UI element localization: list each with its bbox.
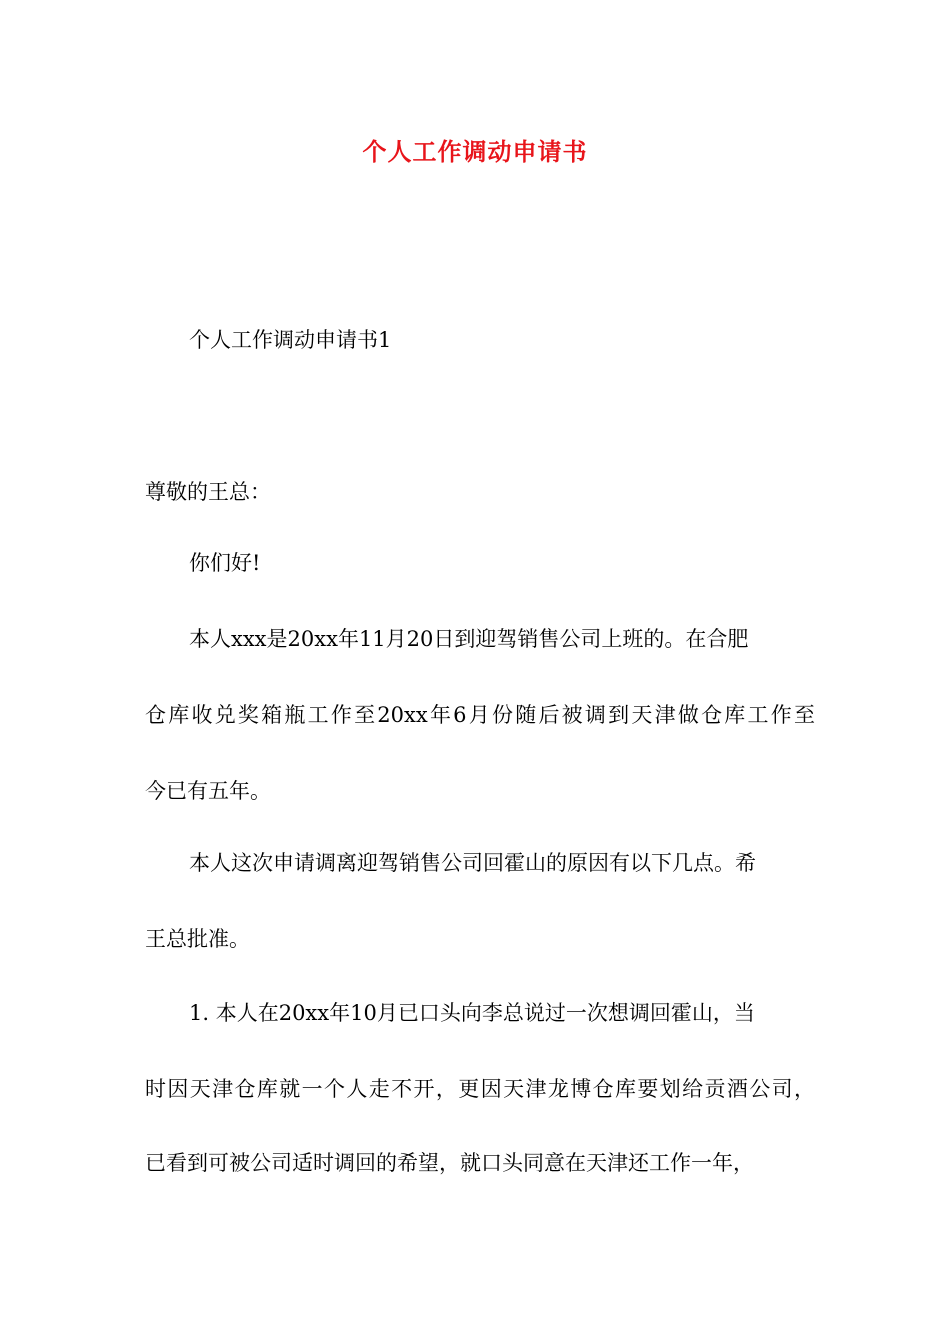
body-line: 时因天津仓库就一个人走不开，更因天津龙博仓库要划给贡酒公司， [145, 1077, 815, 1101]
body-line: 王总批准。 [145, 927, 250, 951]
body-line: 1. 本人在20xx年10月已口头向李总说过一次想调回霍山，当 [189, 1001, 755, 1025]
document-title: 个人工作调动申请书 [362, 138, 588, 166]
section-heading: 个人工作调动申请书1 [189, 328, 392, 352]
body-line: 已看到可被公司适时调回的希望，就口头同意在天津还工作一年， [145, 1151, 754, 1175]
body-line: 本人这次申请调离迎驾销售公司回霍山的原因有以下几点。希 [189, 851, 756, 875]
body-line: 仓库收兑奖箱瓶工作至20xx年6月份随后被调到天津做仓库工作至 [145, 703, 815, 727]
salutation: 尊敬的王总： [145, 480, 271, 504]
body-line: 本人xxx是20xx年11月20日到迎驾销售公司上班的。在合肥 [189, 627, 749, 651]
greeting: 你们好! [189, 551, 261, 575]
body-line: 今已有五年。 [145, 779, 271, 803]
